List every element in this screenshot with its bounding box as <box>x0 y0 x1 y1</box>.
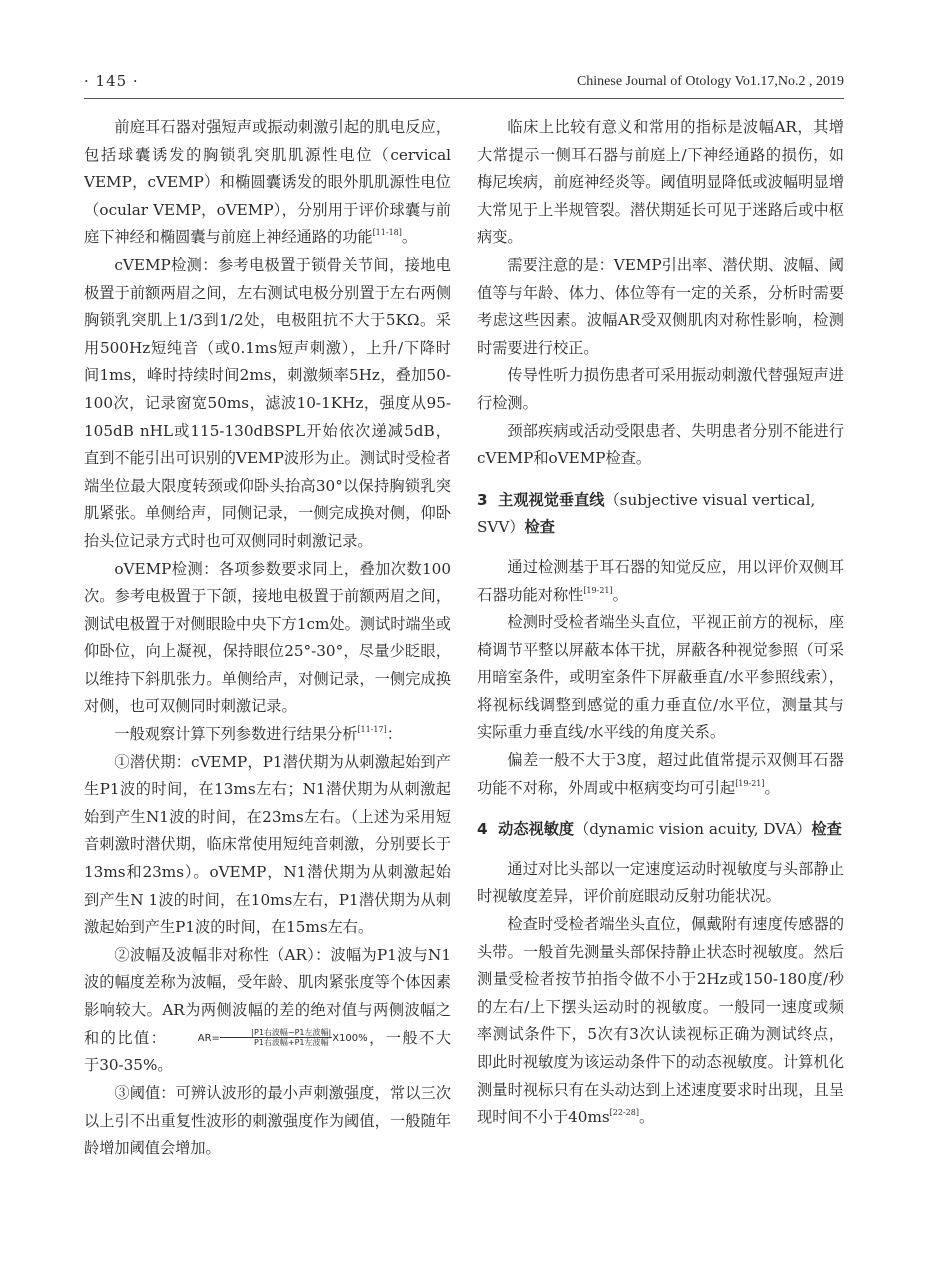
paragraph: 检查时受检者端坐头直位，佩戴附有速度传感器的头带。一般首先测量头部保持静止状态时视敏度。然后测量受检者按节拍指令做不小于2Hz或150-180度/秒的左右/上下摆头运动时的视敏度。一般同一速度或频率测试条件下，5次有3次认读视标正确为测试终点，即此时视敏度为该运动条件下的动态视敏度。计算机化测量时视标只有在头动达到上述速度要求时出现，且呈现时间不小于40ms[22-28]。 <box>477 915 844 1127</box>
paragraph: 通过检测基于耳石器的知觉反应，用以评价双侧耳石器功能对称性[19-21]。 <box>477 557 844 604</box>
page-header <box>84 70 844 99</box>
paragraph: oVEMP检测：各项参数要求同上，叠加次数100次。参考电极置于下颌，接地电极置于前额两眉之间，测试电极置于对侧眼睑中央下方1cm处。测试时端坐或仰卧位，向上凝视，保持眼位25°-30°，尽量少眨眼，以维持下斜肌张力。单侧给声，对侧记录，一侧完成换对侧，也可双侧同时刺激记录。 <box>84 559 451 716</box>
paragraph: 前庭耳石器对强短声或振动刺激引起的肌电反应，包括球囊诱发的胸锁乳突肌肌源性电位（cervical VEMP，cVEMP）和椭圆囊诱发的眼外肌肌源性电位（ocular VEMP，oVEMP），分别用于评价球囊与前庭下神经和椭圆囊与前庭上神经通路的功能[11-18]。 <box>84 118 451 247</box>
paragraph: 颈部疾病或活动受限患者、失明患者分别不能进行cVEMP和oVEMP检查。 <box>477 421 844 468</box>
citation-ref[interactable]: [11-17] <box>357 725 387 735</box>
left-column <box>84 114 451 1163</box>
paragraph: 通过对比头部以一定速度运动时视敏度与头部静止时视敏度差异，评价前庭眼动反射功能状况。 <box>477 859 844 906</box>
paragraph: 需要注意的是：VEMP引出率、潜伏期、波幅、阈值等与年龄、体力、体位等有一定的关系，分析时需要考虑这些因素。波幅AR受双侧肌肉对称性影响，检测时需要进行校正。 <box>477 255 844 357</box>
right-column <box>477 114 844 1132</box>
paragraph: ③阈值：可辨认波形的最小声刺激强度，常以三次以上引不出重复性波形的刺激强度作为阈值，一般随年龄增加阈值会增加。 <box>84 1083 451 1158</box>
page-number: · 145 · <box>84 72 139 90</box>
section-heading-dva: 4 动态视敏度（dynamic vision acuity, DVA）检查 <box>477 820 842 839</box>
paragraph: 检测时受检者端坐头直位，平视正前方的视标，座椅调节平整以屏蔽本体干扰，屏蔽各种视觉参照（可采用暗室条件，或明室条件下屏蔽垂直/水平参照线索），将视标线调整到感觉的重力垂直位/水平位，测量其与实际重力垂直线/水平线的角度关系。 <box>477 613 844 742</box>
section-heading-svv: 3 主观视觉垂直线（subjective visual vertical, SVV）检查 <box>477 490 816 537</box>
paragraph: 偏差一般不大于3度，超过此值常提示双侧耳石器功能不对称，外周或中枢病变均可引起[19-21]。 <box>477 751 844 797</box>
citation-ref[interactable]: [19-21] <box>735 778 765 788</box>
journal-citation: Chinese Journal of Otology Vo1.17,No.2 , 2019 <box>576 74 844 89</box>
paragraph: cVEMP检测：参考电极置于锁骨关节间，接地电极置于前额两眉之间，左右测试电极分别置于左右两侧胸锁乳突肌上1/3到1/2处，电极阻抗不大于5KΩ。采用500Hz短纯音（或0.1ms短声刺激），上升/下降时间1ms，峰时持续时间2ms，刺激频率5Hz，叠加50-100次，记录窗宽50ms，滤波10-1KHz，强度从95-105dB nHL或115-130dBSPL开始依次递减5dB，直到不能引出可识别的VEMP波形为止。测试时受检者端坐位最大限度转颈或仰卧头抬高30°以保持胸锁乳突肌紧张。单侧给声，同侧记录，一侧完成换对侧，仰卧抬头位记录方式时也可双侧同时刺激记录。 <box>84 255 451 550</box>
citation-ref[interactable]: [11-18] <box>372 228 402 238</box>
paragraph: ①潜伏期：cVEMP，P1潜伏期为从刺激起始到产生P1波的时间，在13ms左右；N1潜伏期为从刺激起始到产生N1波的时间，在23ms左右。（上述为采用短音刺激时潜伏期，临床常使用短纯音刺激，分别要长于13ms和23ms）。oVEMP，N1潜伏期为从刺激起始到产生N 1波的时间，在10ms左右，P1潜伏期为从刺激起始到产生P1波的时间，在15ms左右。 <box>84 752 451 937</box>
paragraph: 临床上比较有意义和常用的指标是波幅AR，其增大常提示一侧耳石器与前庭上/下神经通路的损伤，如梅尼埃病，前庭神经炎等。阈值明显降低或波幅明显增大常见于上半规管裂。潜伏期延长可见于迷路后或中枢病变。 <box>477 118 844 247</box>
citation-ref[interactable]: [19-21] <box>583 585 613 595</box>
paragraph: ②波幅及波幅非对称性（AR）：波幅为P1波与N1波的幅度差称为波幅，受年龄、肌肉紧张度等个体因素影响较大。AR为两侧波幅的差的绝对值与两侧波幅之和的比值： AR= $\frac{\text{|P1右波幅−P1左波幅|}}{\text{P1右波幅+P1左波幅}}$ X100%，一般不大于30-35%。 <box>84 945 452 1075</box>
paragraph: 一般观察计算下列参数进行结果分析[11-17]： <box>114 725 402 744</box>
paragraph: 传导性听力损伤患者可采用振动刺激代替强短声进行检测。 <box>477 366 844 412</box>
ar-formula: AR= $\frac{\text{|P1右波幅−P1左波幅|}}{\text{P1右波幅+P1左波幅}}$ X100% <box>197 1028 368 1048</box>
citation-ref[interactable]: [22-28] <box>609 1108 639 1118</box>
